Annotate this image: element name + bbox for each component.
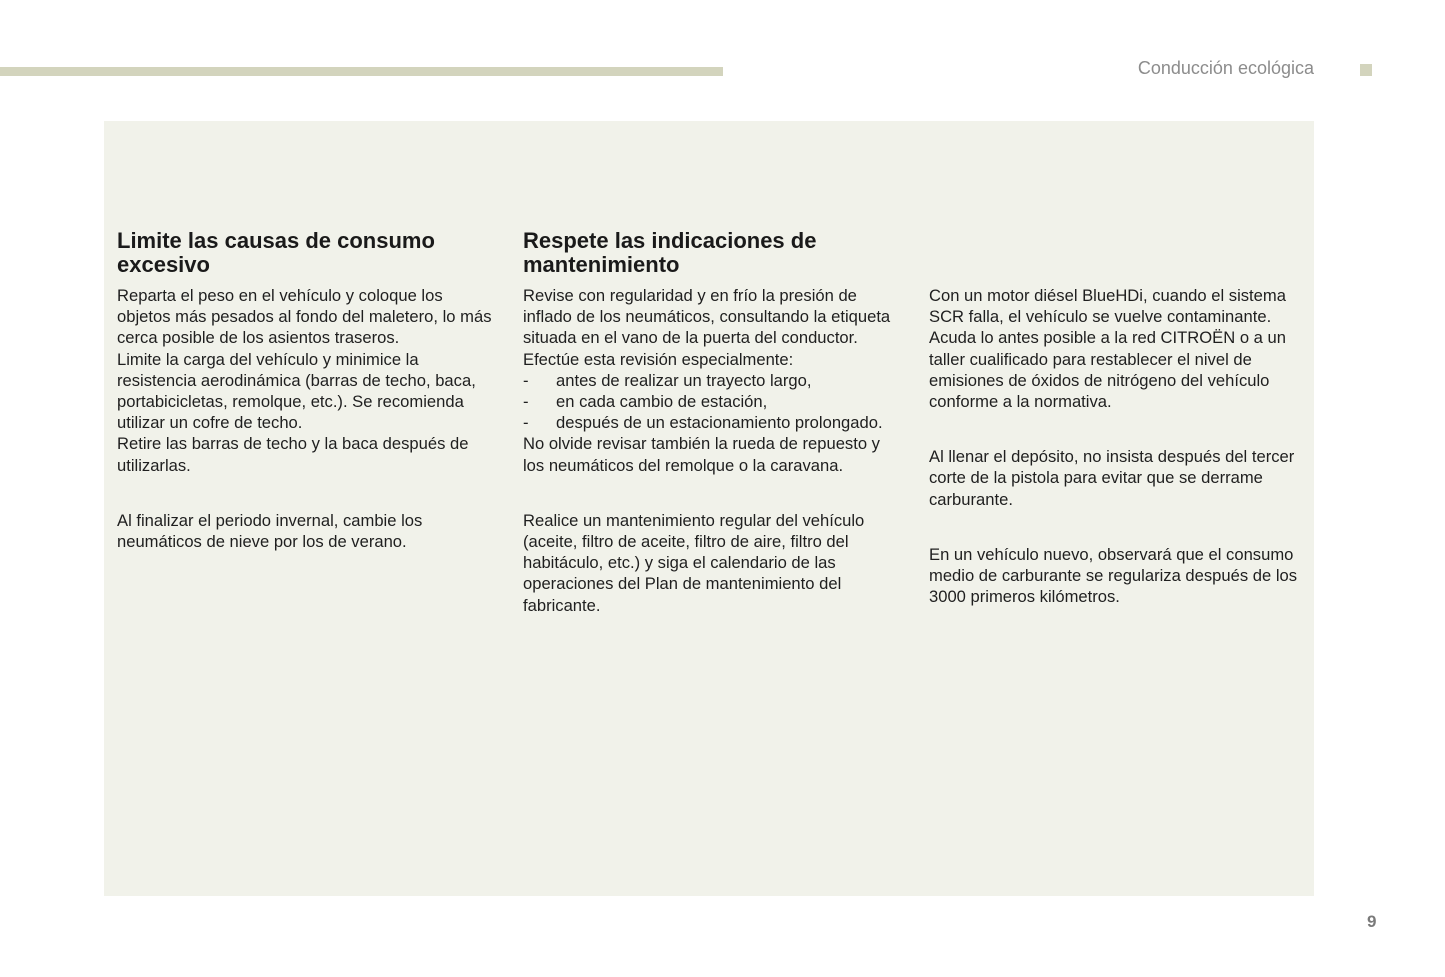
column-excessive-consumption xyxy=(117,229,492,552)
list-item xyxy=(523,412,898,433)
list-item-text: en cada cambio de estación, xyxy=(556,392,768,412)
paragraph-remove-roof-bars: Retire las barras de techo y la baca después de utilizarlas. xyxy=(117,434,469,475)
heading-maintenance: Respete las indicaciones de mantenimiento xyxy=(523,228,817,277)
page-number: 9 xyxy=(1367,912,1377,931)
column-maintenance xyxy=(523,229,898,616)
paragraph-tyre-pressure: Revise con regularidad y en frío la presión de inflado de los neumáticos, consultando la etiqueta situada en el vano de la puerta del conductor. xyxy=(523,286,891,348)
list-item xyxy=(523,391,898,412)
section-title: Conducción ecológica xyxy=(1137,58,1314,78)
list-dash: - xyxy=(523,370,529,390)
paragraph-spare-wheel: No olvide revisar también la rueda de repuesto y los neumáticos del remolque o la caravana. xyxy=(523,434,880,475)
list-dash: - xyxy=(523,392,529,412)
paragraph-weight-distribution: Reparta el peso en el vehículo y coloque los objetos más pesados al fondo del maletero, lo más cerca posible de los asientos traseros. xyxy=(117,286,492,348)
paragraph-check-especially: Efectúe esta revisión especialmente: xyxy=(523,349,794,369)
paragraph-fuel-filling: Al llenar el depósito, no insista después del tercer corte de la pistola para evitar que se derrame carburante. xyxy=(929,447,1295,509)
header-accent-bar xyxy=(0,67,723,76)
section-marker-square xyxy=(1360,64,1372,76)
list-item-text: después de un estacionamiento prolongado. xyxy=(556,413,883,433)
maintenance-checklist xyxy=(523,370,898,434)
heading-excessive-consumption: Limite las causas de consumo excesivo xyxy=(117,228,435,277)
paragraph-new-vehicle-consumption: En un vehículo nuevo, observará que el consumo medio de carburante se regulariza después de los 3000 primeros kilómetros. xyxy=(929,544,1298,607)
paragraph-bluehdi-scr: Con un motor diésel BlueHDi, cuando el sistema SCR falla, el vehículo se vuelve contaminante. Acuda lo antes posible a la red CITROËN o a un taller cualificado para restablecer el nivel de emisiones de óxidos de nitrógeno del vehículo conforme a la normativa. xyxy=(929,286,1286,412)
column-additional-notes xyxy=(929,285,1304,607)
paragraph-regular-maintenance: Realice un mantenimiento regular del vehículo (aceite, filtro de aceite, filtro de aire, filtro del habitáculo, etc.) y siga el calendario de las operaciones del Plan de mantenimiento del fabricante. xyxy=(523,510,865,615)
list-item xyxy=(523,370,898,391)
list-item-text: antes de realizar un trayecto largo, xyxy=(556,370,812,390)
paragraph-winter-tyres: Al finalizar el periodo invernal, cambie los neumáticos de nieve por los de verano. xyxy=(117,510,423,552)
paragraph-load-limit: Limite la carga del vehículo y minimice la resistencia aerodinámica (barras de techo, baca, portabicicletas, remolque, etc.). Se recomienda utilizar un cofre de techo. xyxy=(117,349,476,433)
list-dash: - xyxy=(523,413,529,433)
